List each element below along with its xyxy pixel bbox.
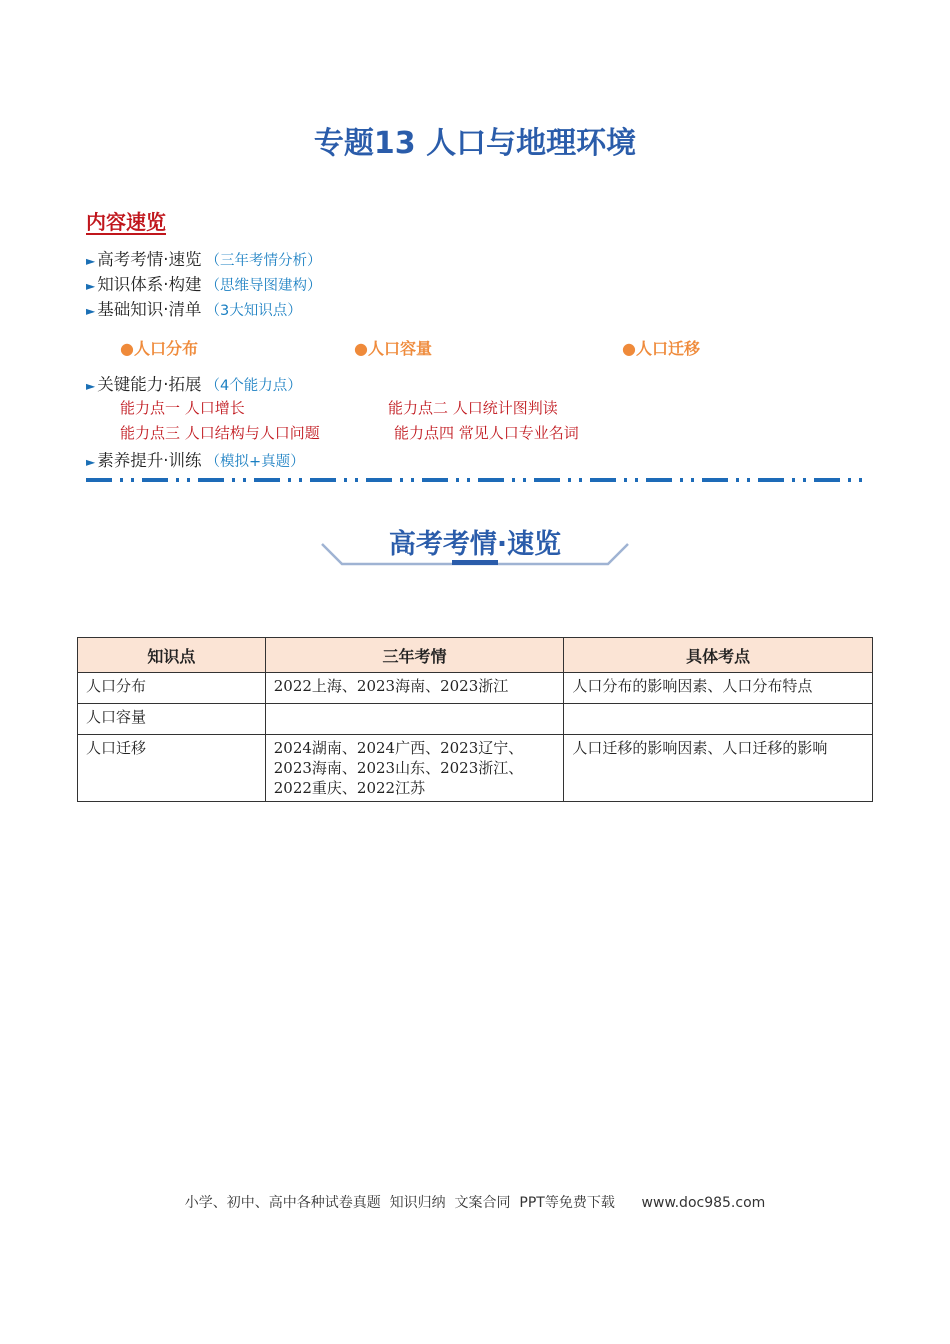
ability-number: 能力点三 [120,424,181,442]
table-cell: 2022上海、2023海南、2023浙江 [265,673,564,704]
ability-number: 能力点四 [394,424,455,442]
toc-label: 高考考情·速览 [97,250,202,269]
column-header: 三年考情 [265,638,564,673]
toc-note: （思维导图建构） [205,278,322,294]
dashed-divider [86,476,866,484]
table-cell: 人口分布的影响因素、人口分布特点 [564,673,873,704]
table-row [78,735,873,802]
toc-item [86,271,321,295]
toc-label: 知识体系·构建 [97,275,202,294]
section-title: 高考考情·速览 [388,529,562,560]
page-footer: 小学、初中、高中各种试卷真题 知识归纳 文案合同 PPT等免费下载 www.doc985.com [184,1195,766,1211]
toc-note: （4个能力点） [205,378,302,394]
ability-topic: 人口增长 [184,399,245,417]
ability-topic: 人口结构与人口问题 [184,424,320,442]
ability-topic: 人口统计图判读 [452,399,558,417]
table-cell: 人口迁移 [78,735,266,802]
arrow-icon: ► [86,254,96,268]
toc-item [86,246,321,270]
ability-number: 能力点一 [120,399,181,417]
arrow-icon: ► [86,304,96,318]
exam-analysis-table [77,637,873,802]
arrow-icon: ► [86,279,96,293]
ability-point [120,397,245,418]
table-cell: 人口容量 [78,704,266,735]
ability-number: 能力点二 [388,399,449,417]
ability-point [388,397,558,418]
column-header: 具体考点 [564,638,873,673]
table-row [78,673,873,704]
toc-label: 素养提升·训练 [97,451,202,470]
table-header-row [78,638,873,673]
toc-item [86,447,305,471]
toc-item [86,371,302,395]
knowledge-point: ●人口迁移 [622,339,700,358]
table-cell: 人口分布 [78,673,266,704]
knowledge-point: ●人口分布 [120,339,198,358]
table-cell [265,704,564,735]
knowledge-point: ●人口容量 [354,339,432,358]
toc-label: 基础知识·清单 [97,300,202,319]
toc-item [86,296,302,320]
toc-heading: 内容速览 [86,210,166,234]
toc-label: 关键能力·拓展 [97,375,202,394]
table-cell [564,704,873,735]
toc-note: （3大知识点） [205,303,302,319]
toc-note: （三年考情分析） [205,253,322,269]
table-cell: 人口迁移的影响因素、人口迁移的影响 [564,735,873,802]
ability-point [394,422,579,443]
table-row [78,704,873,735]
arrow-icon: ► [86,455,96,469]
page-title: 专题13 人口与地理环境 [313,126,637,161]
toc-note: （模拟+真题） [205,454,305,470]
ability-topic: 常见人口专业名词 [458,424,579,442]
table-cell: 2024湖南、2024广西、2023辽宁、2023海南、2023山东、2023浙江、2022重庆、2022江苏 [265,735,564,802]
ability-point [120,422,320,443]
column-header: 知识点 [78,638,266,673]
arrow-icon: ► [86,379,96,393]
